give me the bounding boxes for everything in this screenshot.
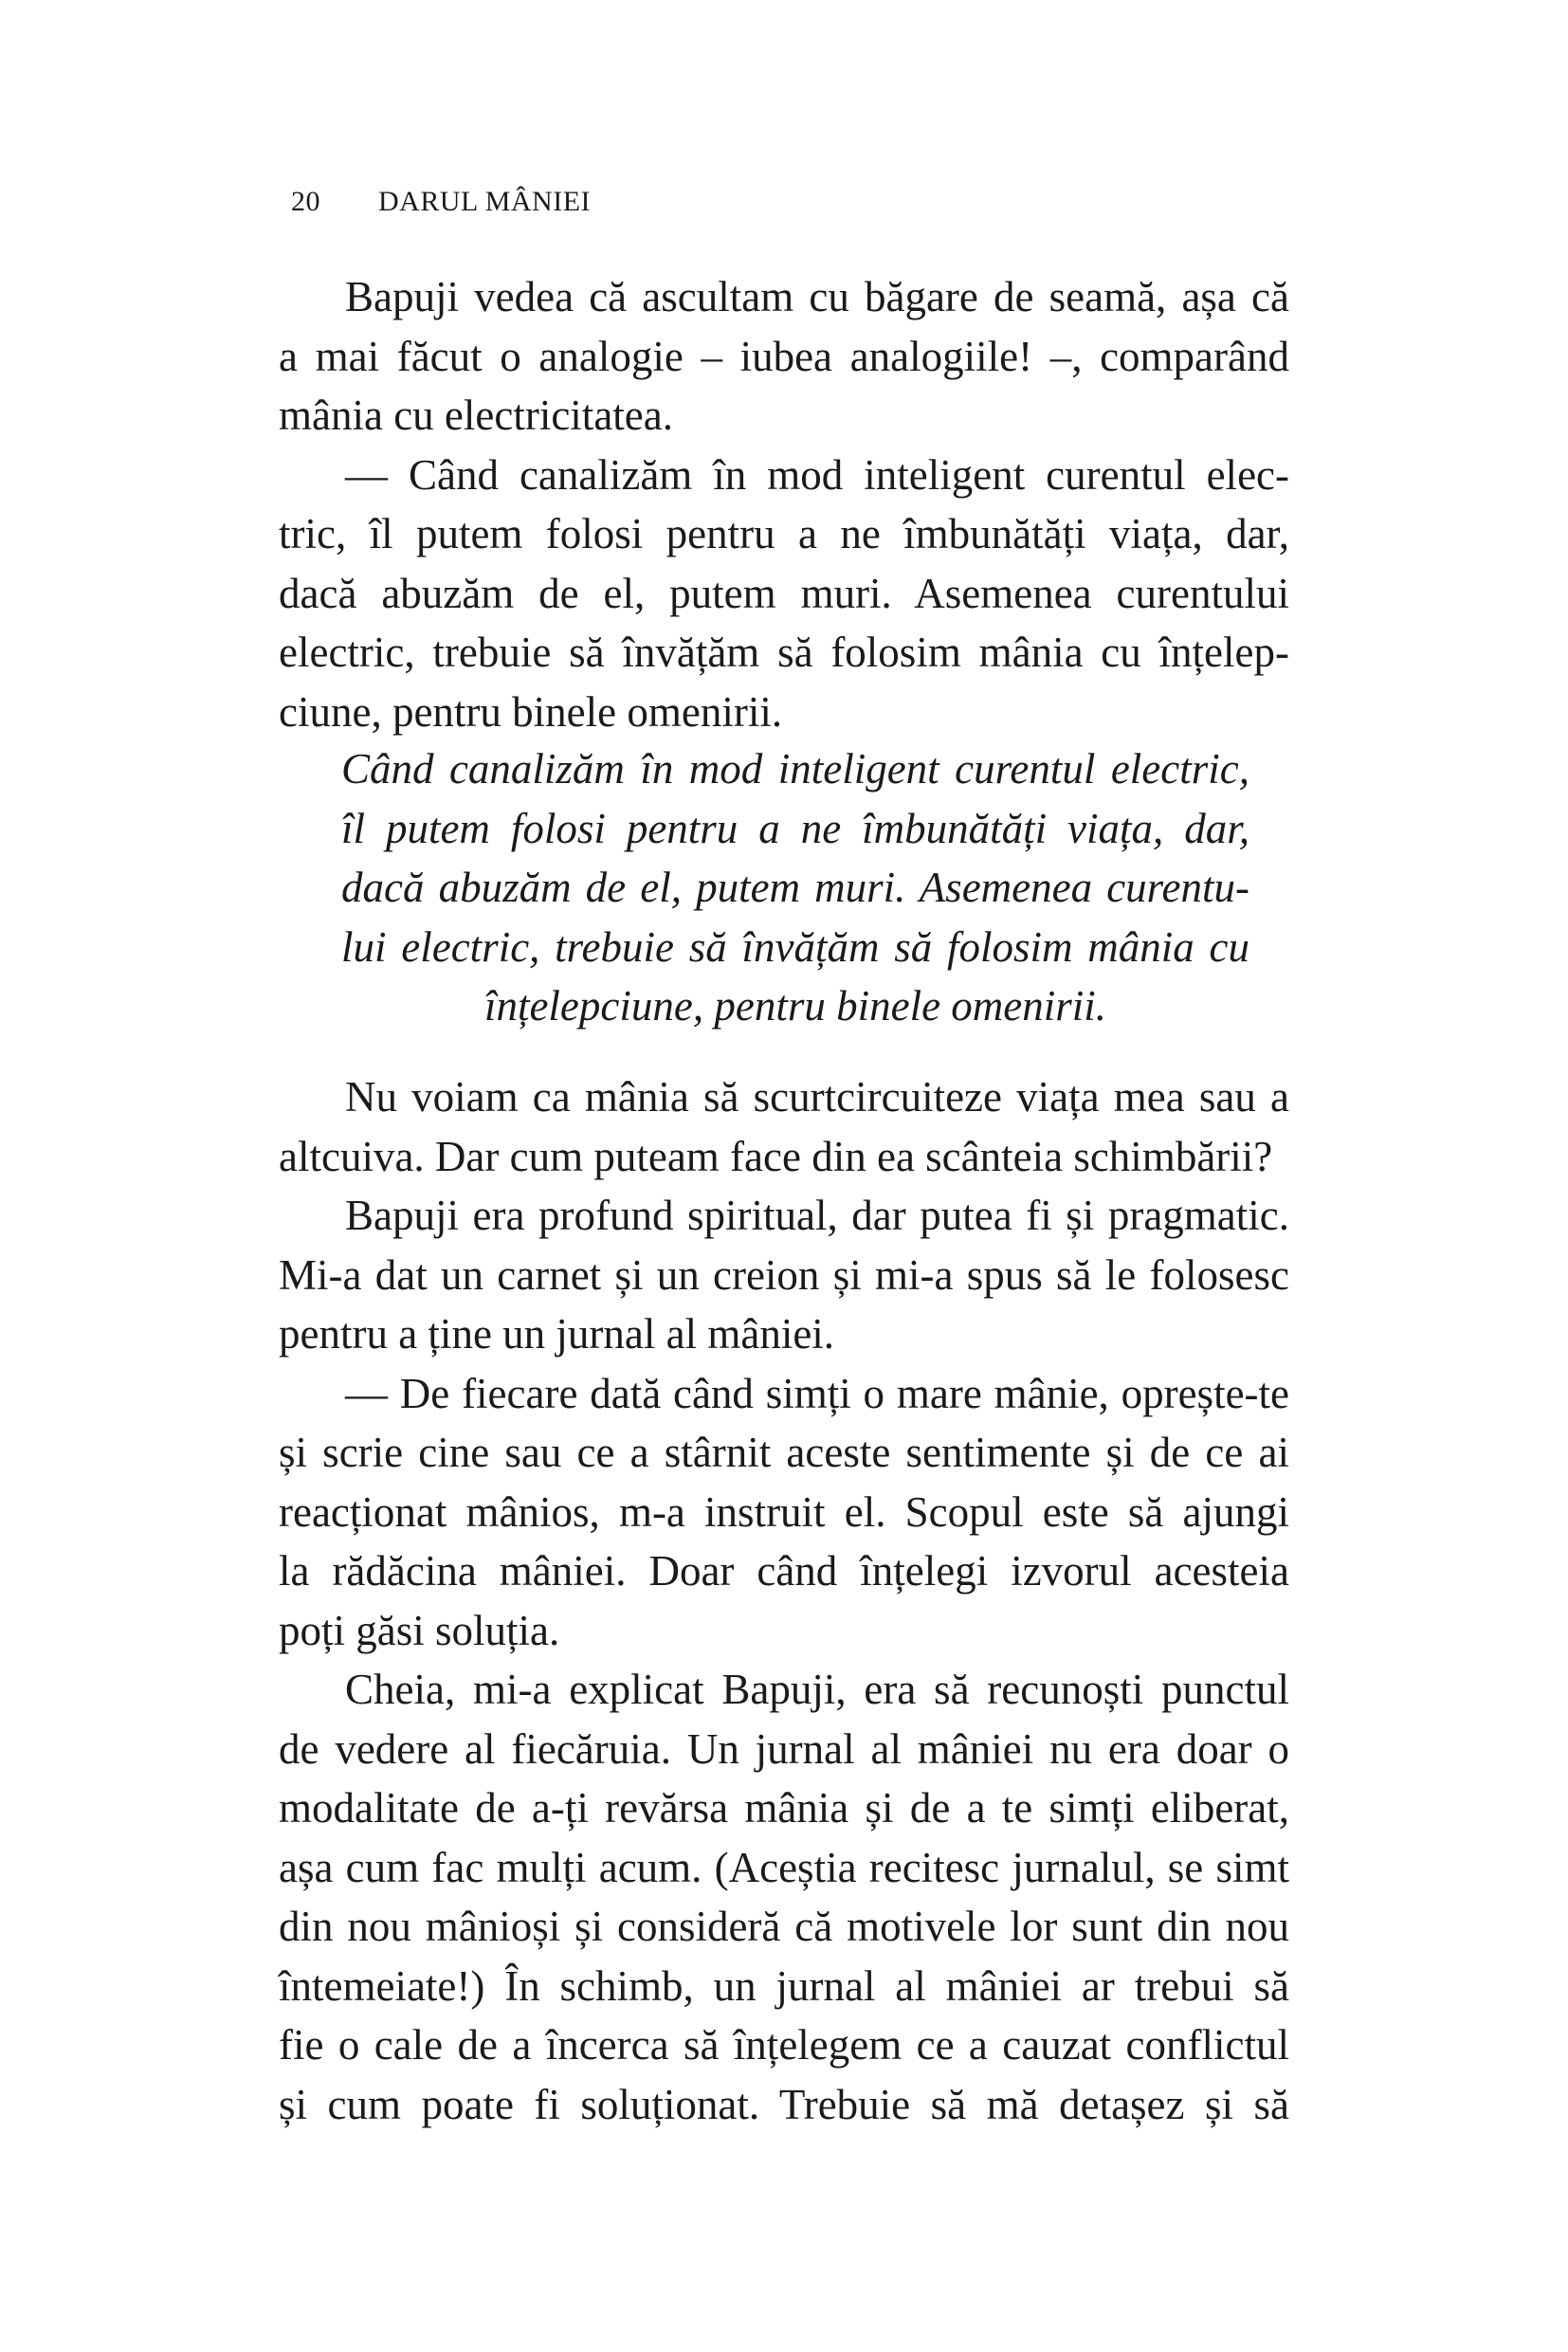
text-line: Nu voiam ca mânia să scurtcircuiteze viața mea sau a (345, 1073, 1289, 1121)
text-line: ciune, pentru binele omenirii. (279, 687, 783, 736)
text-line: dacă abuzăm de el, putem muri. Asemenea curentului (279, 569, 1289, 617)
text-line: Bapuji era profund spiritual, dar putea fi și pragmatic. (345, 1192, 1289, 1239)
book-title: DARUL MÂNIEI (378, 186, 592, 217)
text-line: modalitate de a-ți revărsa mânia și de a te simți eliberat, (279, 1784, 1289, 1832)
page-number: 20 (291, 186, 320, 217)
paragraph (279, 1186, 1289, 1364)
paragraph (279, 446, 1289, 742)
paragraph (279, 1660, 1289, 2134)
text-line: fie o cale de a încerca să înțelegem ce a cauzat conflictul (279, 2021, 1289, 2069)
text-line: tric, îl putem folosi pentru a ne îmbunătăți viața, dar, (279, 510, 1289, 557)
quote-line: înțelepciune, pentru binele omenirii. (483, 982, 1107, 1030)
body-text-top (279, 267, 1289, 741)
text-line: de vedere al fiecăruia. Un jurnal al mâniei nu era doar o (279, 1724, 1289, 1773)
text-line: mânia cu electricitatea. (279, 392, 673, 439)
quote-line: dacă abuzăm de el, putem muri. Asemenea curentu- (341, 864, 1249, 911)
text-line: așa cum fac mulți acum. (Aceștia recitesc jurnalul, se simt (279, 1843, 1289, 1891)
text-line: pentru a ține un jurnal al mâniei. (279, 1310, 835, 1358)
text-line: — De fiecare dată când simți o mare mânie, oprește-te (345, 1369, 1289, 1417)
text-line: la rădăcina mâniei. Doar când înțelegi izvorul acesteia (279, 1547, 1289, 1595)
text-line: a mai făcut o analogie – iubea analogiile! –, comparând (279, 332, 1289, 380)
body-text-bottom (279, 1067, 1289, 2134)
text-line: electric, trebuie să învățăm să folosim mânia cu înțelep- (279, 629, 1289, 676)
text-line: Mi-a dat un carnet și un creion și mi-a spus să le folosesc (279, 1250, 1289, 1299)
pull-quote (341, 739, 1249, 1036)
paragraph (279, 1067, 1289, 1186)
text-line: altcuiva. Dar cum puteam face din ea scânteia schimbării? (279, 1132, 1273, 1180)
running-header (291, 186, 591, 218)
text-line: Bapuji vedea că ascultam cu băgare de seamă, așa că (345, 273, 1289, 320)
text-line: Cheia, mi-a explicat Bapuji, era să recunoști punctul (345, 1666, 1289, 1713)
text-line: întemeiate!) În schimb, un jurnal al mâniei ar trebui să (279, 1961, 1289, 2010)
text-line: poți găsi soluția. (279, 1606, 560, 1654)
text-line: din nou mânioși și consideră că motivele lor sunt din nou (279, 1903, 1289, 1950)
paragraph (279, 1364, 1289, 1661)
text-line: și scrie cine sau ce a stârnit aceste sentimente și de ce ai (279, 1429, 1289, 1476)
quote-line: lui electric, trebuie să învățăm să folosim mânia cu (341, 922, 1249, 971)
text-line: și cum poate fi soluționat. Trebuie să mă detașez și să (279, 2080, 1289, 2128)
paragraph (279, 267, 1289, 446)
text-line: reacționat mânios, m-a instruit el. Scopul este să ajungi (279, 1487, 1289, 1536)
quote-line: Când canalizăm în mod inteligent curentul electric, (341, 745, 1249, 793)
quote-line: îl putem folosi pentru a ne îmbunătăți viața, dar, (341, 804, 1249, 852)
text-line: — Când canalizăm în mod inteligent curentul elec- (345, 450, 1289, 499)
